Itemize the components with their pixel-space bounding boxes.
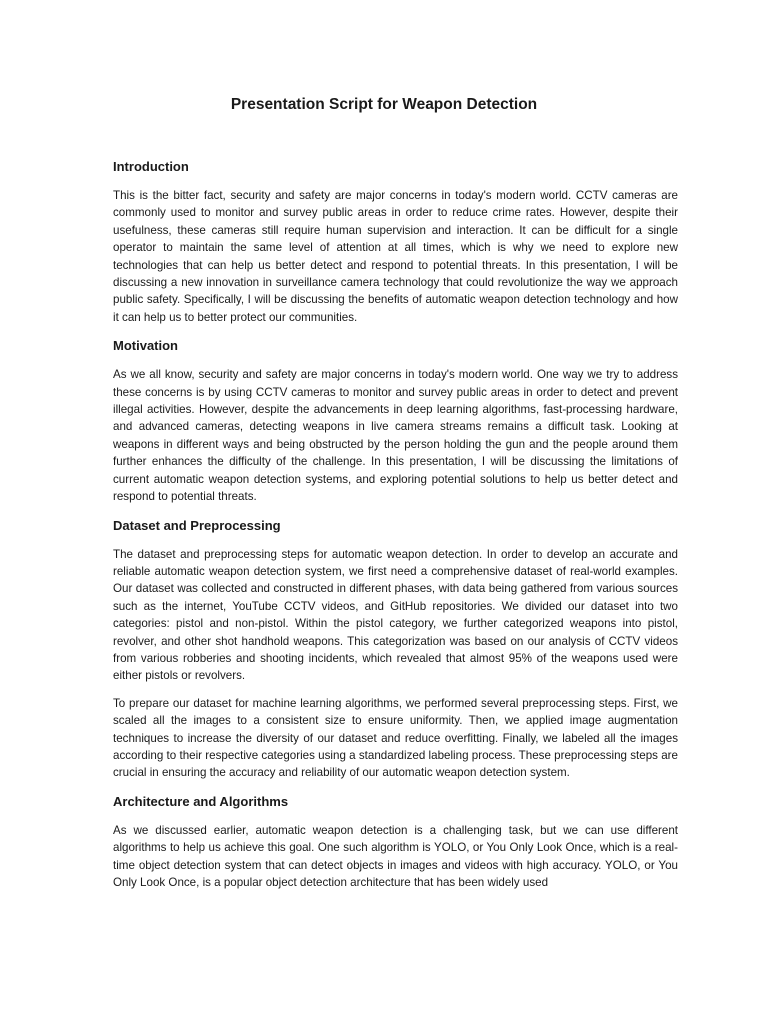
- section-heading: Motivation: [113, 338, 178, 354]
- section-introduction: [113, 157, 678, 326]
- paragraph: As we all know, security and safety are major concerns in today's modern world. One way we try to address these concerns is by using CCTV cameras to monitor and survey public areas in order to detect and prevent illegal activities. However, despite the advancements in deep learning algorithms, fast-processing hardware, and advanced cameras, detecting weapons in live camera streams remains a difficult task. Looking at weapons in different ways and being obstructed by the person holding the gun and the people around them further enhances the difficulty of the challenge. In this presentation, I will be discussing the limitations of current automatic weapon detection systems, and exploring potential solutions to help us better detect and respond to potential threats.: [113, 368, 678, 504]
- paragraph: To prepare our dataset for machine learning algorithms, we performed several preprocessing steps. First, we scaled all the images to a consistent size to ensure uniformity. Then, we applied image augmentation techniques to increase the diversity of our dataset and reduce overfitting. Finally, we labeled all the images according to their respective categories using a standardized labeling process. These preprocessing steps are crucial in ensuring the accuracy and reliability of our automatic weapon detection system.: [113, 696, 678, 780]
- section-dataset-preprocessing: [113, 516, 678, 782]
- section-motivation: [113, 336, 678, 505]
- paragraph: The dataset and preprocessing steps for automatic weapon detection. In order to develop an accurate and reliable automatic weapon detection system, we first need a comprehensive dataset of real-world examples. Our dataset was collected and constructed in different phases, with data being gathered from various sources such as the internet, YouTube CCTV videos, and GitHub repositories. We divided our dataset into two categories: pistol and non-pistol. Within the pistol category, we further categorized weapons into pistol, revolver, and other shot handhold weapons. This categorization was based on our analysis of CCTV videos from various robberies and shooting incidents, which revealed that almost 95% of the weapons used were either pistols or revolvers.: [113, 547, 678, 683]
- section-heading: Dataset and Preprocessing: [113, 517, 281, 533]
- section-heading: Architecture and Algorithms: [113, 793, 289, 809]
- document-body: [113, 157, 678, 901]
- section-architecture-algorithms: [113, 792, 678, 892]
- section-heading: Introduction: [113, 159, 189, 174]
- paragraph: This is the bitter fact, security and safety are major concerns in today's modern world. CCTV cameras are commonly used to monitor and survey public areas in order to reduce crime rates. However, despite their usefulness, these cameras still require human supervision and interaction. It can be difficult for a single operator to maintain the same level of attention at all times, which is why we need to explore new technologies that can help us better detect and respond to potential threats. In this presentation, I will be discussing a new innovation in surveillance camera technology that could revolutionize the way we approach public safety. Specifically, I will be discussing the benefits of automatic weapon detection technology and how it can help us to better protect our communities.: [113, 189, 678, 324]
- document-title: Presentation Script for Weapon Detection: [230, 96, 538, 113]
- paragraph: As we discussed earlier, automatic weapon detection is a challenging task, but we can use different algorithms to help us achieve this goal. One such algorithm is YOLO, or You Only Look Once, which is a real-time object detection system that can detect objects in images and videos with high accuracy. YOLO, or You Only Look Once, is a popular object detection architecture that has been widely used: [113, 823, 678, 889]
